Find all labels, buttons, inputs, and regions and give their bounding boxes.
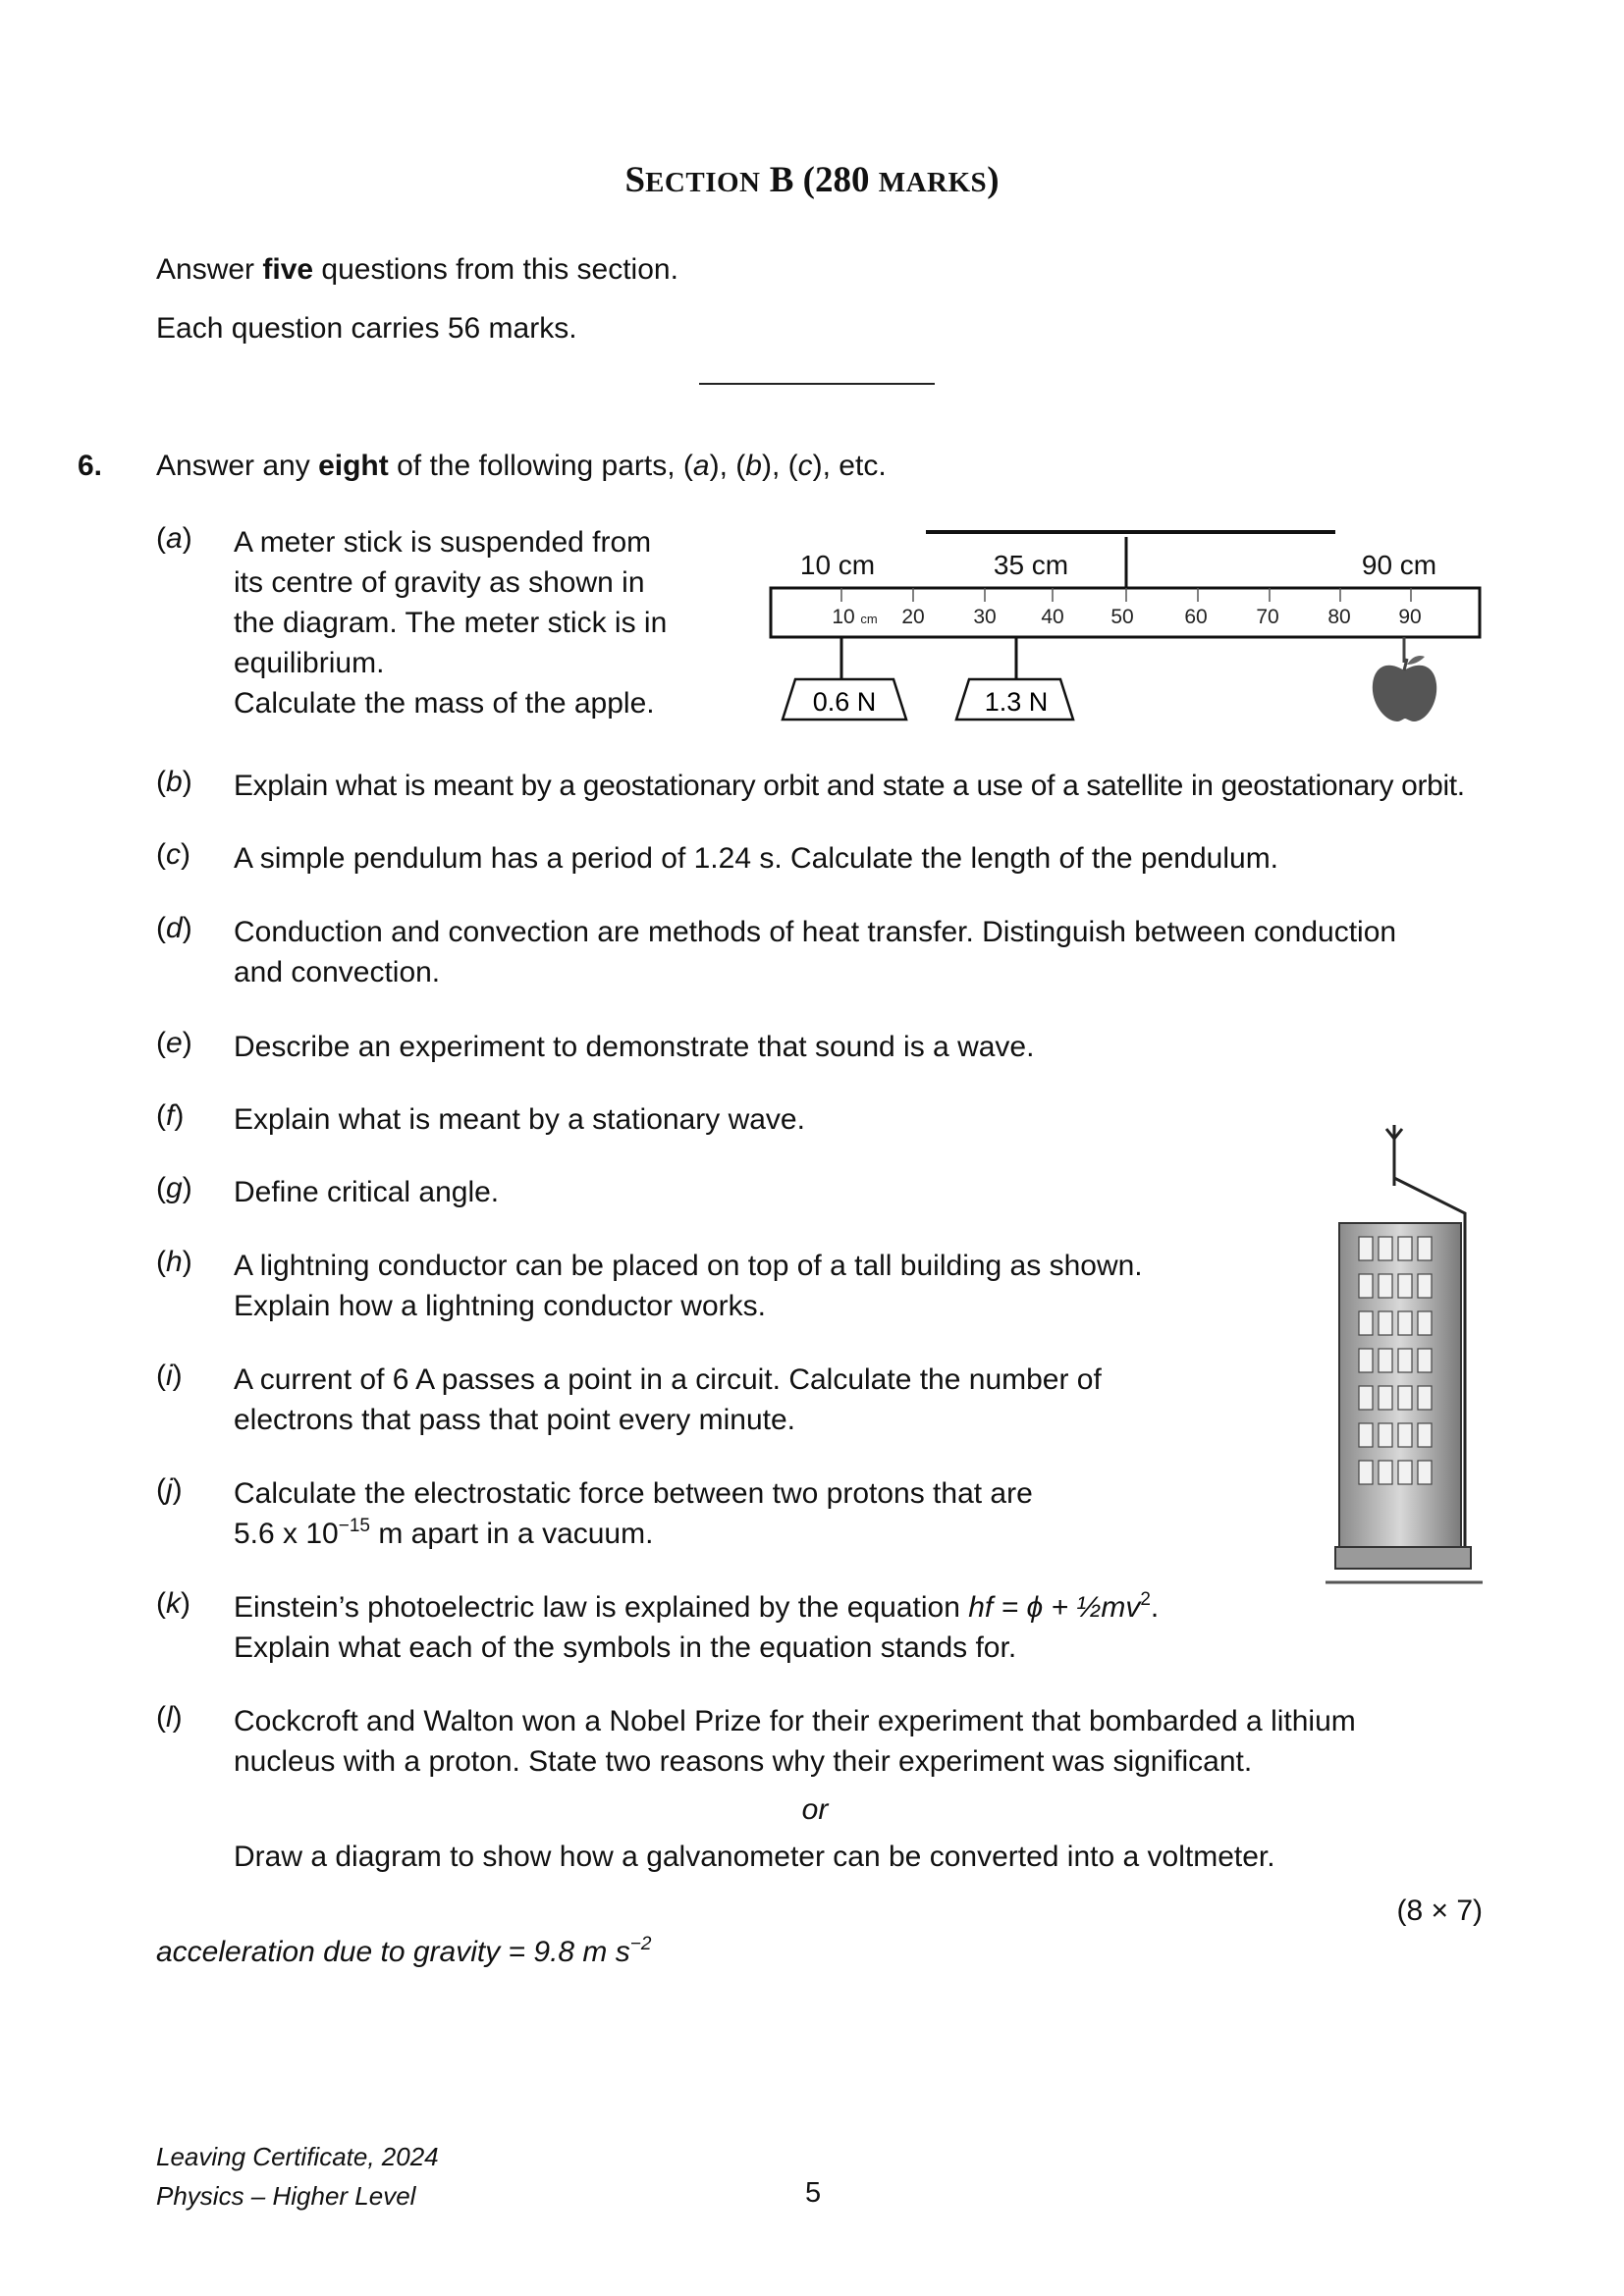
question-intro: Answer any eight of the following parts, (a), (b), (c), etc.: [156, 450, 887, 482]
part-d-line: Conduction and convection are methods of heat transfer. Distinguish between conduction: [234, 916, 1397, 948]
part-h-line: Explain how a lightning conductor works.: [234, 1290, 766, 1322]
tick-label: 20: [901, 606, 925, 628]
section-title: SECTION B (280 MARKS): [624, 160, 1000, 200]
position-label-right: 90 cm: [1361, 550, 1437, 580]
position-label-left: 10 cm: [799, 550, 876, 580]
part-d-text: [234, 912, 1510, 992]
part-k-line: Explain what each of the symbols in the equation stands for.: [234, 1631, 1017, 1664]
part-l-label: (l): [156, 1701, 183, 1734]
photoelectric-equation: hf = ϕ + ½mv: [968, 1591, 1141, 1624]
part-a-line: A meter stick is suspended from: [234, 526, 652, 559]
meter-stick-diagram: [761, 515, 1488, 731]
part-a-line: equilibrium.: [234, 647, 385, 679]
part-l-text: [234, 1701, 1510, 1782]
part-a-line: its centre of gravity as shown in: [234, 566, 645, 599]
part-a-line: Calculate the mass of the apple.: [234, 687, 655, 720]
tick-label: 10: [832, 606, 855, 628]
part-c-label: (c): [156, 838, 190, 871]
part-h-line: A lightning conductor can be placed on top of a tall building as shown.: [234, 1250, 1143, 1282]
part-a-text: [234, 522, 695, 723]
part-j-line: Calculate the electrostatic force between two protons that are: [234, 1477, 1033, 1510]
part-j-text: [234, 1473, 1314, 1554]
footer-exam: Leaving Certificate, 2024: [156, 2142, 439, 2171]
tick-label: 80: [1327, 606, 1351, 628]
page-number: 5: [805, 2177, 822, 2209]
part-l-alternative: Draw a diagram to show how a galvanometer can be converted into a voltmeter.: [234, 1841, 1275, 1873]
tick-label: 50: [1110, 606, 1134, 628]
question-number: 6.: [78, 450, 103, 482]
part-l-line: nucleus with a proton. State two reasons why their experiment was significant.: [234, 1745, 1253, 1778]
footer-subject: Physics – Higher Level: [156, 2181, 416, 2211]
weight-label-left: 0.6 N: [812, 687, 877, 717]
part-h-text: [234, 1246, 1314, 1326]
part-d-line: and convection.: [234, 956, 441, 988]
part-d-label: (d): [156, 912, 192, 944]
part-j-label: (j): [156, 1473, 183, 1506]
tick-label: 30: [973, 606, 997, 628]
position-label-mid: 35 cm: [993, 550, 1069, 580]
part-i-line: A current of 6 A passes a point in a circuit. Calculate the number of: [234, 1363, 1102, 1396]
marks-note: Each question carries 56 marks.: [156, 312, 577, 345]
part-f-text: Explain what is meant by a stationary wave.: [234, 1103, 805, 1136]
tall-building-diagram: [1326, 1119, 1483, 1590]
part-i-line: electrons that pass that point every minute.: [234, 1404, 795, 1436]
tick-label: 40: [1041, 606, 1064, 628]
part-k-line: Einstein’s photoelectric law is explained by the equation hf = $\phi + \frac{1}{2}mv^2$.: [234, 1589, 1160, 1624]
part-i-label: (i): [156, 1360, 183, 1392]
section-instruction: Answer five questions from this section.: [156, 253, 678, 286]
part-h-label: (h): [156, 1246, 192, 1278]
tick-label: 70: [1256, 606, 1279, 628]
part-g-label: (g): [156, 1172, 192, 1204]
part-l-line: Cockcroft and Walton won a Nobel Prize for their experiment that bombarded a lithium: [234, 1705, 1356, 1737]
tick-label: 60: [1184, 606, 1208, 628]
part-b-text: Explain what is meant by a geostationary orbit and state a use of a satellite in geostationary orbit.: [234, 770, 1465, 802]
part-b-label: (b): [156, 766, 192, 798]
part-k-text: [234, 1587, 1363, 1668]
part-a-label: (a): [156, 522, 192, 555]
part-c-text: A simple pendulum has a period of 1.24 s. Calculate the length of the pendulum.: [234, 842, 1279, 875]
marks-allocation: (8 × 7): [1396, 1895, 1483, 1927]
apple-icon: [1373, 656, 1436, 721]
tick-label: 90: [1398, 606, 1422, 628]
part-k-label: (k): [156, 1587, 190, 1620]
part-e-text: Describe an experiment to demonstrate that sound is a wave.: [234, 1031, 1035, 1063]
divider: [699, 383, 935, 385]
part-e-label: (e): [156, 1027, 192, 1059]
part-i-text: [234, 1360, 1314, 1440]
weight-label-mid: 1.3 N: [984, 687, 1049, 717]
building-base: [1335, 1547, 1471, 1569]
gravity-note: acceleration due to gravity = 9.8 m $s^{-2}$: [156, 1934, 652, 1968]
part-a-line: the diagram. The meter stick is in: [234, 607, 668, 639]
part-f-label: (f): [156, 1099, 185, 1132]
tick-unit: cm: [860, 612, 878, 626]
or-separator: or: [801, 1793, 829, 1826]
part-g-text: Define critical angle.: [234, 1176, 500, 1208]
part-j-line: 5.6 x $10^{-15}$ m apart in a vacuum.: [234, 1516, 654, 1550]
